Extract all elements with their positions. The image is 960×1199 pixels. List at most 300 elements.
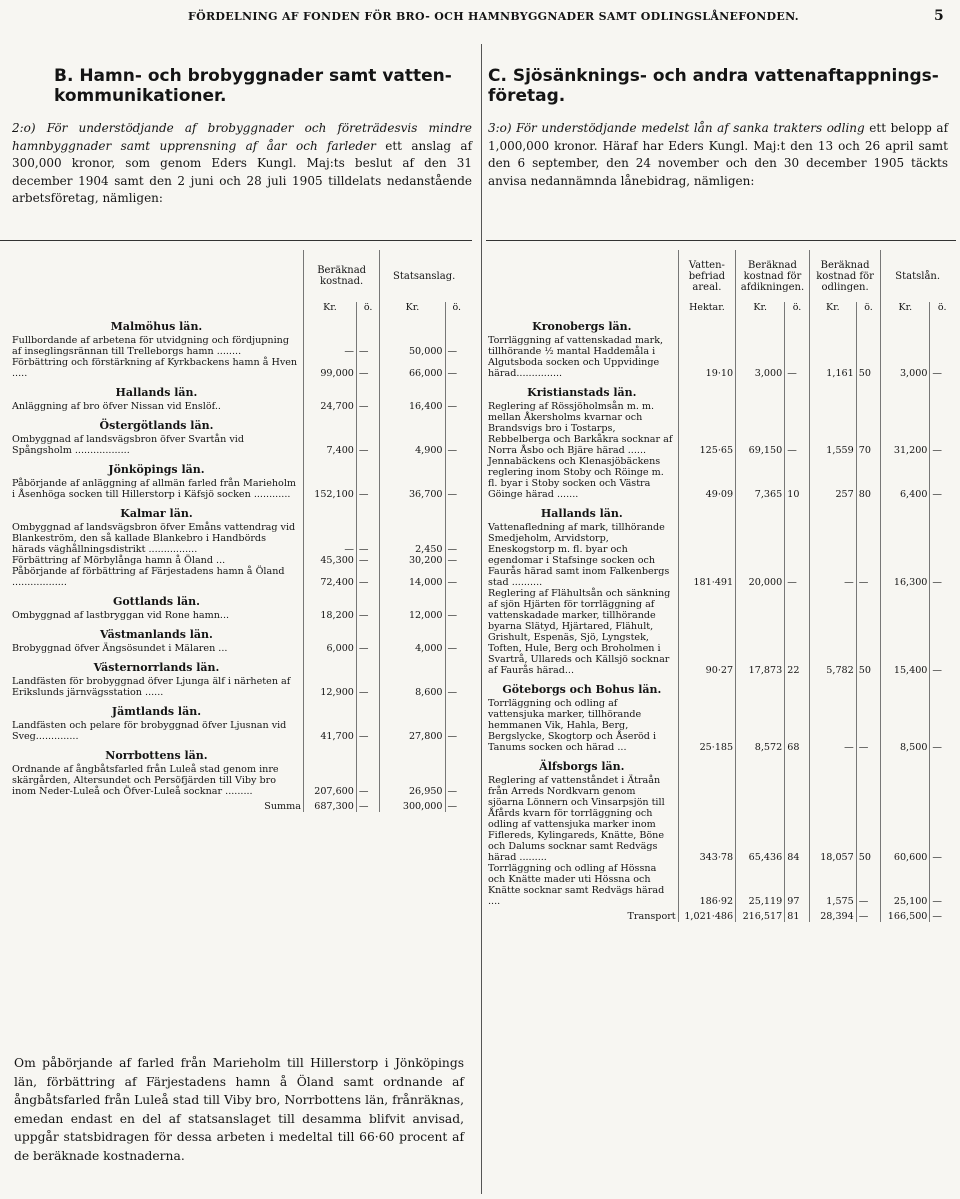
cost-ore: — <box>356 401 379 412</box>
table-row <box>10 764 468 797</box>
sum-row <box>10 797 468 812</box>
cost-ore: — <box>356 478 379 500</box>
right-column <box>488 66 948 190</box>
blank-cell <box>356 412 379 434</box>
table-row <box>10 555 468 566</box>
blank-cell <box>785 500 810 522</box>
region-row <box>10 698 468 720</box>
blank-cell <box>356 456 379 478</box>
loan-ore: — <box>930 588 954 676</box>
right-intro <box>488 120 948 190</box>
cost-kr: 12,900 <box>303 676 356 698</box>
right-intro-italic: 3:o) För understödjande medelst lån af sanka trakters odling <box>488 121 865 135</box>
blank-cell <box>930 753 954 775</box>
region-row <box>486 676 954 698</box>
blank-cell <box>380 500 445 522</box>
blank-cell <box>678 753 735 775</box>
blank-cell <box>930 676 954 698</box>
blank-cell <box>785 753 810 775</box>
blank-cell <box>380 588 445 610</box>
loan-ore: — <box>930 522 954 588</box>
row-description: Ombyggnad af landsvägsbron öfver Svartån vid Spångsholm .................. <box>12 434 244 456</box>
farm-cost-kr: — <box>809 522 856 588</box>
cost-ore: — <box>356 720 379 742</box>
blank-cell <box>785 676 810 698</box>
table-row <box>10 434 468 456</box>
drain-cost-ore: 68 <box>785 698 810 753</box>
farm-cost-ore: 50 <box>856 588 881 676</box>
area-hectares: 19·10 <box>678 335 735 379</box>
grant-kr: 4,900 <box>380 434 445 456</box>
col-header-loan: Statslån. <box>881 250 954 302</box>
grant-ore: — <box>445 434 468 456</box>
grant-ore: — <box>445 643 468 654</box>
grant-ore: — <box>445 676 468 698</box>
sum-cost-kr: 687,300 <box>303 797 356 812</box>
transport-loan-ore: — <box>930 907 954 922</box>
blank-cell <box>380 313 445 335</box>
farm-cost-ore: 70 <box>856 401 881 456</box>
blank-cell <box>736 676 785 698</box>
grant-kr: 66,000 <box>380 357 445 379</box>
region-row <box>10 654 468 676</box>
cost-ore: — <box>356 643 379 654</box>
cost-kr: 45,300 <box>303 555 356 566</box>
table-row <box>486 335 954 379</box>
cost-kr: 41,700 <box>303 720 356 742</box>
page-number: 5 <box>933 8 944 24</box>
row-description: Vattenafledning af mark, tillhörande Smedjeholm, Arvidstorp, Eneskogstorp m. fl. byar och egendomar i Stafsinge socken och Faurås härad samt inom Falkenbergs stad .......... <box>488 522 670 588</box>
region-heading: Västmanlands län. <box>100 628 213 641</box>
table-row <box>10 357 468 379</box>
blank-cell <box>736 379 785 401</box>
row-description: Reglering af Flähultsån och sänkning af sjön Hjärten för torrläggning af vattenskadade marker, tillhörande byarna Slätyd, Hjärtared, Flähult, Grishult, Espenäs, Sjö, Lyngstek, Toften, Hule, Berg och Broholmen i Svartrå, Ullareds och Källsjö socknar af Faurås härad... <box>488 588 671 676</box>
region-row <box>10 379 468 401</box>
cost-kr: 72,400 <box>303 566 356 588</box>
loan-ore: — <box>930 456 954 500</box>
farm-cost-kr: 1,559 <box>809 401 856 456</box>
loan-kr: 60,600 <box>881 775 930 863</box>
drain-cost-kr: 20,000 <box>736 522 785 588</box>
cost-kr: 24,700 <box>303 401 356 412</box>
cost-kr: 7,400 <box>303 434 356 456</box>
loan-kr: 8,500 <box>881 698 930 753</box>
blank-cell <box>445 313 468 335</box>
column-divider <box>481 44 482 1194</box>
drain-cost-ore: — <box>785 522 810 588</box>
blank-cell <box>678 379 735 401</box>
row-description: Torrläggning af vattenskadad mark, tillhörande ½ mantal Haddemåla i Algutsboda socken och Uppvidinge härad............... <box>488 335 664 379</box>
farm-cost-ore: — <box>856 863 881 907</box>
unit-ore: ö. <box>356 302 379 313</box>
area-hectares: 343·78 <box>678 775 735 863</box>
region-row <box>10 621 468 643</box>
table-row <box>486 588 954 676</box>
drain-cost-kr: 7,365 <box>736 456 785 500</box>
transport-label: Transport <box>627 911 676 922</box>
blank-cell <box>303 621 356 643</box>
col-header-farm-cost: Beräknad kostnad för odlingen. <box>809 250 881 302</box>
drain-cost-kr: 17,873 <box>736 588 785 676</box>
drain-cost-ore: — <box>785 401 810 456</box>
right-intro-text: ett belopp af 1,000,000 kronor. Häraf har Eders Kungl. Maj:t den 13 och 26 april samt den 6 september, den 24 november och den 30 december 1905 täckts anvisa nedannämnda lånebidrag, nämligen: <box>488 121 949 188</box>
drain-cost-ore: 97 <box>785 863 810 907</box>
footnote: Om påbörjande af farled från Marieholm till Hillerstorp i Jönköpings län, förbättring af Färjestadens hamn å Öland samt ordnande af ångbåtsfarled från Luleå stad till Viby bro, Norrbottens län, frånräknas, emedan endast en del af statsanslaget till desamma blifvit anvisad, uppgår statsbidragen för dessa arbeten i medeltal till 66·60 procent af de beräknade kostnaderna. <box>14 1056 464 1163</box>
blank-cell <box>356 742 379 764</box>
row-description: Torrläggning och odling af vattensjuka marker, tillhörande hemmanen Vik, Hahla, Berg, Bergslycke, Skogtorp och Åseröd i Tanums socken och härad ... <box>488 698 657 753</box>
grant-ore: — <box>445 478 468 500</box>
unit-hektar: Hektar. <box>678 302 735 313</box>
row-description: Brobyggnad öfver Ängsösundet i Mälaren ... <box>12 643 228 654</box>
left-table-top-rule <box>0 240 472 241</box>
region-heading: Norrbottens län. <box>105 749 208 762</box>
cost-ore: — <box>356 522 379 555</box>
blank-cell <box>445 412 468 434</box>
region-heading: Kalmar län. <box>120 507 193 520</box>
sum-cost-ore: — <box>356 797 379 812</box>
region-row <box>486 500 954 522</box>
loan-kr: 31,200 <box>881 401 930 456</box>
table-row <box>486 698 954 753</box>
grant-ore: — <box>445 610 468 621</box>
transport-farm-ore: — <box>856 907 881 922</box>
region-heading: Malmöhus län. <box>110 320 203 333</box>
transport-farm-kr: 28,394 <box>809 907 856 922</box>
region-row <box>10 742 468 764</box>
region-row <box>10 412 468 434</box>
sum-grant-kr: 300,000 <box>380 797 445 812</box>
blank-cell <box>380 379 445 401</box>
blank-cell <box>303 412 356 434</box>
grant-ore: — <box>445 401 468 412</box>
grant-kr: 14,000 <box>380 566 445 588</box>
table-row <box>486 863 954 907</box>
area-hectares: 90·27 <box>678 588 735 676</box>
col-header-area: Vatten-befriad areal. <box>678 250 735 302</box>
blank-cell <box>930 313 954 335</box>
grant-kr: 26,950 <box>380 764 445 797</box>
farm-cost-ore: 50 <box>856 335 881 379</box>
grant-ore: — <box>445 720 468 742</box>
cost-ore: — <box>356 566 379 588</box>
table-row <box>10 610 468 621</box>
loan-ore: — <box>930 698 954 753</box>
left-intro <box>12 120 472 208</box>
table-row <box>10 401 468 412</box>
row-description: Ombyggnad af lastbryggan vid Rone hamn... <box>12 610 230 621</box>
row-description: Torrläggning och odling af Hössna och Knätte mader uti Hössna och Knätte socknar samt Redvägs härad .... <box>488 863 665 907</box>
region-heading: Jämtlands län. <box>111 705 202 718</box>
drain-cost-ore: 10 <box>785 456 810 500</box>
region-heading: Göteborgs och Bohus län. <box>502 683 662 696</box>
row-description: Påbörjande af anläggning af allmän farled från Marieholm i Åsenhöga socken till Hillerstorp i Käfsjö socken ............ <box>12 478 296 500</box>
blank-cell <box>736 500 785 522</box>
table-row <box>486 456 954 500</box>
transport-area: 1,021·486 <box>678 907 735 922</box>
blank-cell <box>881 500 930 522</box>
blank-cell <box>856 753 881 775</box>
blank-cell <box>856 313 881 335</box>
left-intro-italic: 2:o) För understödjande af brobyggnader och företrädesvis mindre hamnbyggnader samt upprensning af åar och farleder <box>12 121 472 153</box>
transport-row <box>486 907 954 922</box>
drain-cost-kr: 25,119 <box>736 863 785 907</box>
blank-cell <box>785 313 810 335</box>
blank-cell <box>445 698 468 720</box>
area-hectares: 25·185 <box>678 698 735 753</box>
cost-kr: 6,000 <box>303 643 356 654</box>
blank-cell <box>856 379 881 401</box>
row-description: Landfästen för brobyggnad öfver Ljunga älf i närheten af Erikslunds järnvägsstation ...... <box>12 676 291 698</box>
row-description: Ordnande af ångbåtsfarled från Luleå stad genom inre skärgården, Altersundet och Persöfjärden till Viby bro inom Neder-Luleå och Öfver-Luleå socknar ......... <box>12 764 279 797</box>
cost-ore: — <box>356 764 379 797</box>
blank-cell <box>881 313 930 335</box>
row-description: Reglering af vattenståndet i Ätraån från Arreds Nordkvarn genom sjöarna Lönnern och Vinsarpsjön till Åfårds kvarn för torrläggning och odling af vattensjuka marker inom Fiflereds, Kylingareds, Knätte, Böne och Dalums socknar samt Redvägs härad ......... <box>488 775 665 863</box>
sum-grant-ore: — <box>445 797 468 812</box>
grant-ore: — <box>445 566 468 588</box>
col-header-grant: Statsanslag. <box>380 250 468 302</box>
area-hectares: 49·09 <box>678 456 735 500</box>
blank-cell <box>303 500 356 522</box>
area-hectares: 181·491 <box>678 522 735 588</box>
blank-cell <box>678 676 735 698</box>
grant-kr: 4,000 <box>380 643 445 654</box>
unit-ore: ö. <box>930 302 954 313</box>
farm-cost-ore: — <box>856 698 881 753</box>
blank-cell <box>785 379 810 401</box>
grant-ore: — <box>445 764 468 797</box>
table-row <box>10 478 468 500</box>
blank-cell <box>303 313 356 335</box>
blank-cell <box>678 500 735 522</box>
table-row <box>10 643 468 654</box>
region-heading: Hallands län. <box>115 386 198 399</box>
col-header-cost: Beräknad kostnad. <box>303 250 379 302</box>
blank-cell <box>445 588 468 610</box>
section-heading-c: C. Sjösänknings- och andra vattenaftappnings-företag. <box>488 66 939 106</box>
farm-cost-kr: 1,161 <box>809 335 856 379</box>
left-table <box>10 250 470 812</box>
right-table <box>486 250 956 922</box>
blank-cell <box>356 621 379 643</box>
unit-kr: Kr. <box>809 302 856 313</box>
farm-cost-kr: 257 <box>809 456 856 500</box>
cost-kr: 99,000 <box>303 357 356 379</box>
transport-loan-kr: 166,500 <box>881 907 930 922</box>
grant-ore: — <box>445 357 468 379</box>
cost-ore: — <box>356 357 379 379</box>
blank-cell <box>930 379 954 401</box>
blank-cell <box>356 698 379 720</box>
loan-ore: — <box>930 401 954 456</box>
region-row <box>486 313 954 335</box>
blank-cell <box>445 456 468 478</box>
region-heading: Hallands län. <box>540 507 623 520</box>
header-title: FÖRDELNING AF FONDEN FÖR BRO- OCH HAMNBYGGNADER SAMT ODLINGSLÅNEFONDEN. <box>188 10 799 23</box>
blank-cell <box>445 500 468 522</box>
drain-cost-kr: 65,436 <box>736 775 785 863</box>
blank-cell <box>356 379 379 401</box>
loan-ore: — <box>930 863 954 907</box>
grant-kr: 30,200 <box>380 555 445 566</box>
region-heading: Östergötlands län. <box>99 419 214 432</box>
table-row <box>10 335 468 357</box>
area-hectares: 125·65 <box>678 401 735 456</box>
cost-kr: 18,200 <box>303 610 356 621</box>
region-row <box>10 500 468 522</box>
drain-cost-ore: 84 <box>785 775 810 863</box>
drain-cost-kr: 8,572 <box>736 698 785 753</box>
loan-kr: 15,400 <box>881 588 930 676</box>
farm-cost-kr: — <box>809 698 856 753</box>
blank-cell <box>930 500 954 522</box>
blank-cell <box>736 313 785 335</box>
cost-ore: — <box>356 676 379 698</box>
row-description: Anläggning af bro öfver Nissan vid Enslöf.. <box>12 401 221 412</box>
area-hectares: 186·92 <box>678 863 735 907</box>
row-description: Fullbordande af arbetena för utvidgning och fördjupning af inseglingsrännan till Trelleborgs hamn ........ <box>12 335 289 357</box>
farm-cost-ore: 80 <box>856 456 881 500</box>
region-row <box>10 588 468 610</box>
cost-kr: 152,100 <box>303 478 356 500</box>
row-description: Påbörjande af förbättring af Färjestadens hamn å Öland .................. <box>12 566 285 588</box>
unit-kr: Kr. <box>380 302 445 313</box>
region-heading: Kronobergs län. <box>532 320 632 333</box>
blank-cell <box>303 379 356 401</box>
region-row <box>486 379 954 401</box>
blank-cell <box>881 676 930 698</box>
drain-cost-kr: 69,150 <box>736 401 785 456</box>
loan-kr: 16,300 <box>881 522 930 588</box>
farm-cost-kr: 5,782 <box>809 588 856 676</box>
blank-cell <box>356 500 379 522</box>
cost-kr: — <box>303 335 356 357</box>
farm-cost-ore: 50 <box>856 775 881 863</box>
cost-ore: — <box>356 434 379 456</box>
col-header-drain-cost: Beräknad kostnad för afdikningen. <box>736 250 810 302</box>
blank-cell <box>303 456 356 478</box>
grant-kr: 8,600 <box>380 676 445 698</box>
row-description: Förbättring och förstärkning af Kyrkbackens hamn å Hven ..... <box>12 357 298 379</box>
left-column <box>12 66 472 208</box>
grant-kr: 2,450 <box>380 522 445 555</box>
grant-ore: — <box>445 335 468 357</box>
sum-label: Summa <box>264 801 301 812</box>
blank-cell <box>380 621 445 643</box>
drain-cost-ore: 22 <box>785 588 810 676</box>
blank-cell <box>856 676 881 698</box>
blank-cell <box>303 588 356 610</box>
grant-kr: 12,000 <box>380 610 445 621</box>
unit-kr: Kr. <box>736 302 785 313</box>
row-description: Reglering af Rössjöholmsån m. m. mellan Åkersholms kvarnar och Brandsvigs bro i Tostarps, Rebbelberga och Barkåkra socknar af Norra Åsbo och Bjäre härad ...... <box>488 401 673 456</box>
grant-kr: 36,700 <box>380 478 445 500</box>
blank-cell <box>881 379 930 401</box>
grant-ore: — <box>445 555 468 566</box>
region-heading: Älfsborgs län. <box>539 760 625 773</box>
drain-cost-ore: — <box>785 335 810 379</box>
grant-ore: — <box>445 522 468 555</box>
loan-ore: — <box>930 335 954 379</box>
blank-cell <box>856 500 881 522</box>
cost-ore: — <box>356 610 379 621</box>
blank-cell <box>809 753 856 775</box>
region-row <box>486 753 954 775</box>
row-description: Landfästen och pelare för brobyggnad öfver Ljusnan vid Sveg.............. <box>12 720 287 742</box>
region-heading: Västernorrlands län. <box>93 661 220 674</box>
table-row <box>10 676 468 698</box>
farm-cost-ore: — <box>856 522 881 588</box>
transport-drain-kr: 216,517 <box>736 907 785 922</box>
loan-kr: 25,100 <box>881 863 930 907</box>
blank-cell <box>380 742 445 764</box>
row-description: Jennabäckens och Klenasjöbäckens reglering inom Stoby och Röinge m. fl. byar i Stoby socken och Västra Göinge härad ....... <box>488 456 664 500</box>
grant-kr: 27,800 <box>380 720 445 742</box>
table-row <box>10 566 468 588</box>
blank-cell <box>445 742 468 764</box>
table-row <box>10 720 468 742</box>
region-heading: Jönköpings län. <box>108 463 205 476</box>
loan-kr: 3,000 <box>881 335 930 379</box>
table-row <box>486 401 954 456</box>
blank-cell <box>356 654 379 676</box>
blank-cell <box>380 412 445 434</box>
blank-cell <box>736 753 785 775</box>
blank-cell <box>303 742 356 764</box>
region-row <box>10 313 468 335</box>
drain-cost-kr: 3,000 <box>736 335 785 379</box>
unit-ore: ö. <box>785 302 810 313</box>
unit-ore: ö. <box>856 302 881 313</box>
blank-cell <box>445 654 468 676</box>
cost-ore: — <box>356 555 379 566</box>
blank-cell <box>445 621 468 643</box>
section-heading-b: B. Hamn- och brobyggnader samt vatten-kommunikationer. <box>54 66 452 106</box>
blank-cell <box>809 676 856 698</box>
blank-cell <box>809 379 856 401</box>
blank-cell <box>303 698 356 720</box>
blank-cell <box>445 379 468 401</box>
row-description: Förbättring af Mörbylånga hamn å Öland ... <box>12 555 226 566</box>
unit-kr: Kr. <box>303 302 356 313</box>
grant-kr: 50,000 <box>380 335 445 357</box>
farm-cost-kr: 18,057 <box>809 775 856 863</box>
blank-cell <box>881 753 930 775</box>
row-description: Ombyggnad af landsvägsbron öfver Emåns vattendrag vid Blankeström, den så kallade Blankebro i Handbörds härads väghållningsdistrikt ................ <box>12 522 296 555</box>
cost-kr: 207,600 <box>303 764 356 797</box>
blank-cell <box>809 313 856 335</box>
region-row <box>10 456 468 478</box>
loan-kr: 6,400 <box>881 456 930 500</box>
table-row <box>486 522 954 588</box>
unit-kr: Kr. <box>881 302 930 313</box>
blank-cell <box>809 500 856 522</box>
farm-cost-kr: 1,575 <box>809 863 856 907</box>
loan-ore: — <box>930 775 954 863</box>
cost-kr: — <box>303 522 356 555</box>
table-row <box>486 775 954 863</box>
region-heading: Gottlands län. <box>112 595 200 608</box>
blank-cell <box>356 588 379 610</box>
blank-cell <box>356 313 379 335</box>
region-heading: Kristianstads län. <box>527 386 637 399</box>
blank-cell <box>380 698 445 720</box>
unit-ore: ö. <box>445 302 468 313</box>
left-intro-text: ett anslag af 300,000 kronor, som genom Eders Kungl. Maj:ts beslut af den 31 december 1904 samt den 2 juni och 28 juli 1905 tilldelats nedanstående arbetsföretag, nämligen: <box>12 138 473 205</box>
blank-cell <box>380 456 445 478</box>
table-row <box>10 522 468 555</box>
cost-ore: — <box>356 335 379 357</box>
blank-cell <box>303 654 356 676</box>
